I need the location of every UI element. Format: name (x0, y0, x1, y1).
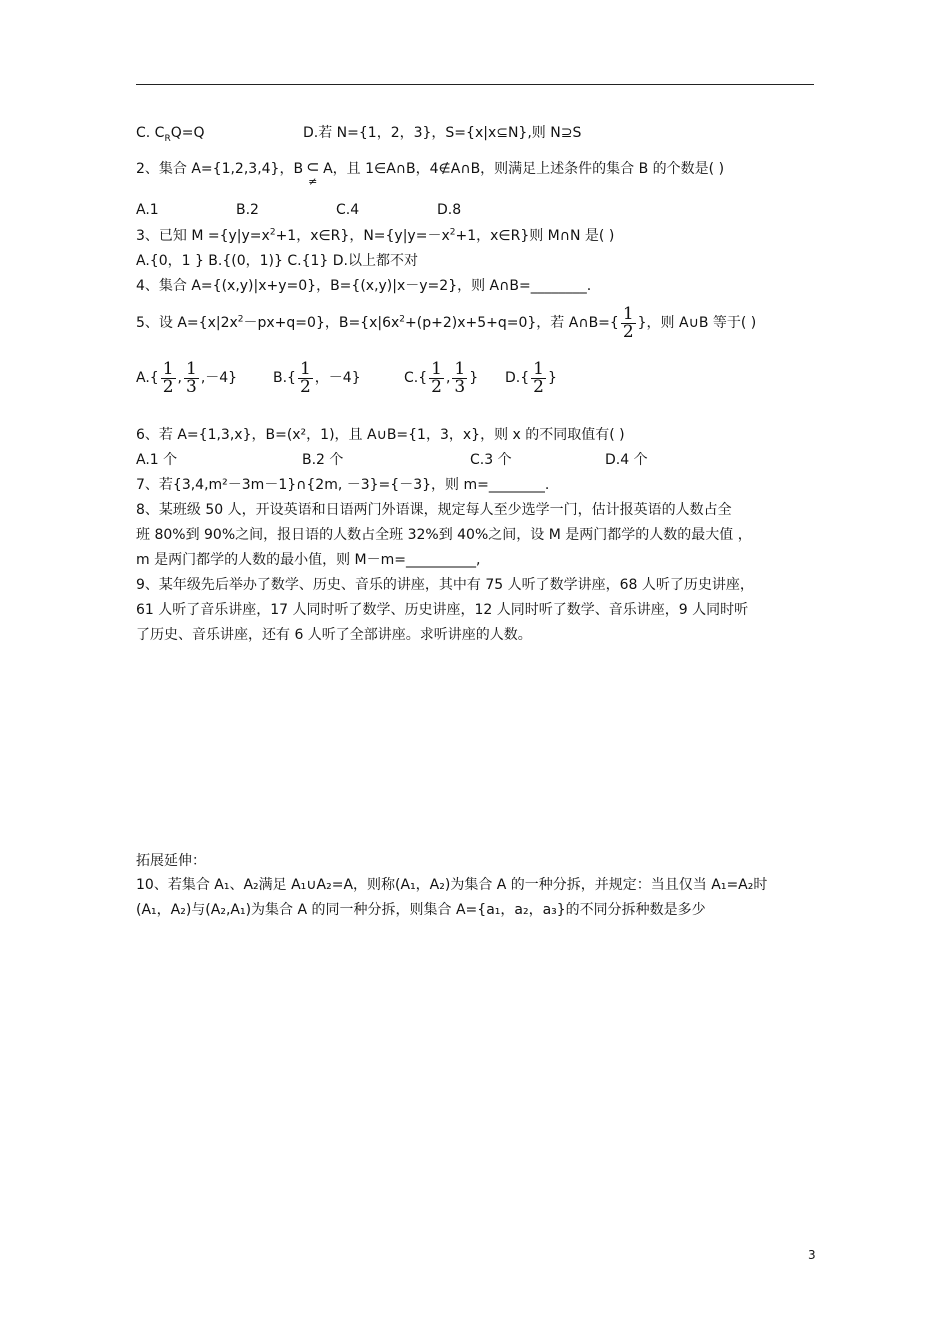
question-9-line-3: 了历史、音乐讲座，还有 6 人听了全部讲座。求听讲座的人数。 (136, 627, 532, 643)
question-5-option-a: A.{ $\frac{1}{2}$ , $\frac{1}{3}$ ,－4} (136, 358, 238, 397)
question-4: 4、集合 A={(x,y)|x+y=0}，B={(x,y)|x－y=2}，则 A∩B=________. (136, 278, 592, 294)
question-7: 7、若{3,4,m²－3m－1}∩{2m, －3}={－3}，则 m=________. (136, 477, 550, 493)
question-5-option-c: C.{ $\frac{1}{2}$ , $\frac{1}{3}$ } (404, 358, 479, 397)
question-3-options: A.{0，1 } B.{(0，1)} C.{1} D.以上都不对 (136, 253, 418, 269)
header-rule (136, 84, 814, 85)
question-9-line-2: 61 人听了音乐讲座，17 人同时听了数学、历史讲座，12 人同时听了数学、音乐讲座，9 人同时听 (136, 602, 749, 618)
question-8-line-3: m 是两门都学的人数的最小值，则 M－m=__________, (136, 552, 481, 568)
page-number: 3 (808, 1248, 816, 1262)
proper-subset-symbol: ⊂ ≠ (306, 157, 320, 188)
question-10-line-1: 10、若集合 A₁、A₂满足 A₁∪A₂=A，则称(A₁，A₂)为集合 A 的一种分拆，并规定：当且仅当 A₁=A₂时 (136, 877, 768, 893)
fraction-one-half: $\frac{1}{2}$ (622, 303, 634, 342)
question-9-line-1: 9、某年级先后举办了数学、历史、音乐的讲座，其中有 75 人听了数学讲座，68 人听了历史讲座， (136, 577, 754, 593)
question-5: 5、设 $A=\{x|2x^2-px+q=0\}$，$B=\{x|6x^2+(p+2)x+5+q=0\}$，若 A∩B={ $\frac{1}{2}$ }，则 A∪B 等于( ) (136, 303, 757, 342)
question-3: 3、已知 $M =\{y|y=x^2+1$，x∈R}，$N=\{y|y=-x^2+1$，x∈R}则 M∩N 是( ) (136, 227, 615, 244)
extension-title: 拓展延伸： (136, 853, 206, 869)
question-5-option-b: B.{ $\frac{1}{2}$ ，－4} (273, 358, 361, 397)
question-8-line-2: 班 80%到 90%之间，报日语的人数占全班 32%到 40%之间，设 M 是两门都学的人数的最大值 ， (136, 527, 752, 543)
option-d: D.若 N={1，2，3}，S={x|x⊆N},则 N⊇S (303, 125, 582, 141)
question-5-option-d: D.{ $\frac{1}{2}$ } (505, 358, 557, 397)
question-10-line-2: (A₁，A₂)与(A₂,A₁)为集合 A 的同一种分拆，则集合 A={a₁，a₂，a₃}的不同分拆种数是多少 (136, 902, 706, 918)
question-6: 6、若 A={1,3,x}，B=(x²，1)，且 A∪B={1，3，x}，则 x 的不同取值有( ) (136, 427, 625, 443)
question-8-line-1: 8、某班级 50 人，开设英语和日语两门外语课，规定每人至少选学一门，估计报英语的人数占全 (136, 502, 732, 518)
option-c: C. $C_RQ=Q$ (136, 125, 205, 144)
question-1-options (136, 124, 205, 142)
question-2: 2、集合 A={1,2,3,4}，B ⊂ ≠ A，且 1∈A∩B，4∉A∩B，则满足上述条件的集合 B 的个数是( ) (136, 157, 725, 188)
